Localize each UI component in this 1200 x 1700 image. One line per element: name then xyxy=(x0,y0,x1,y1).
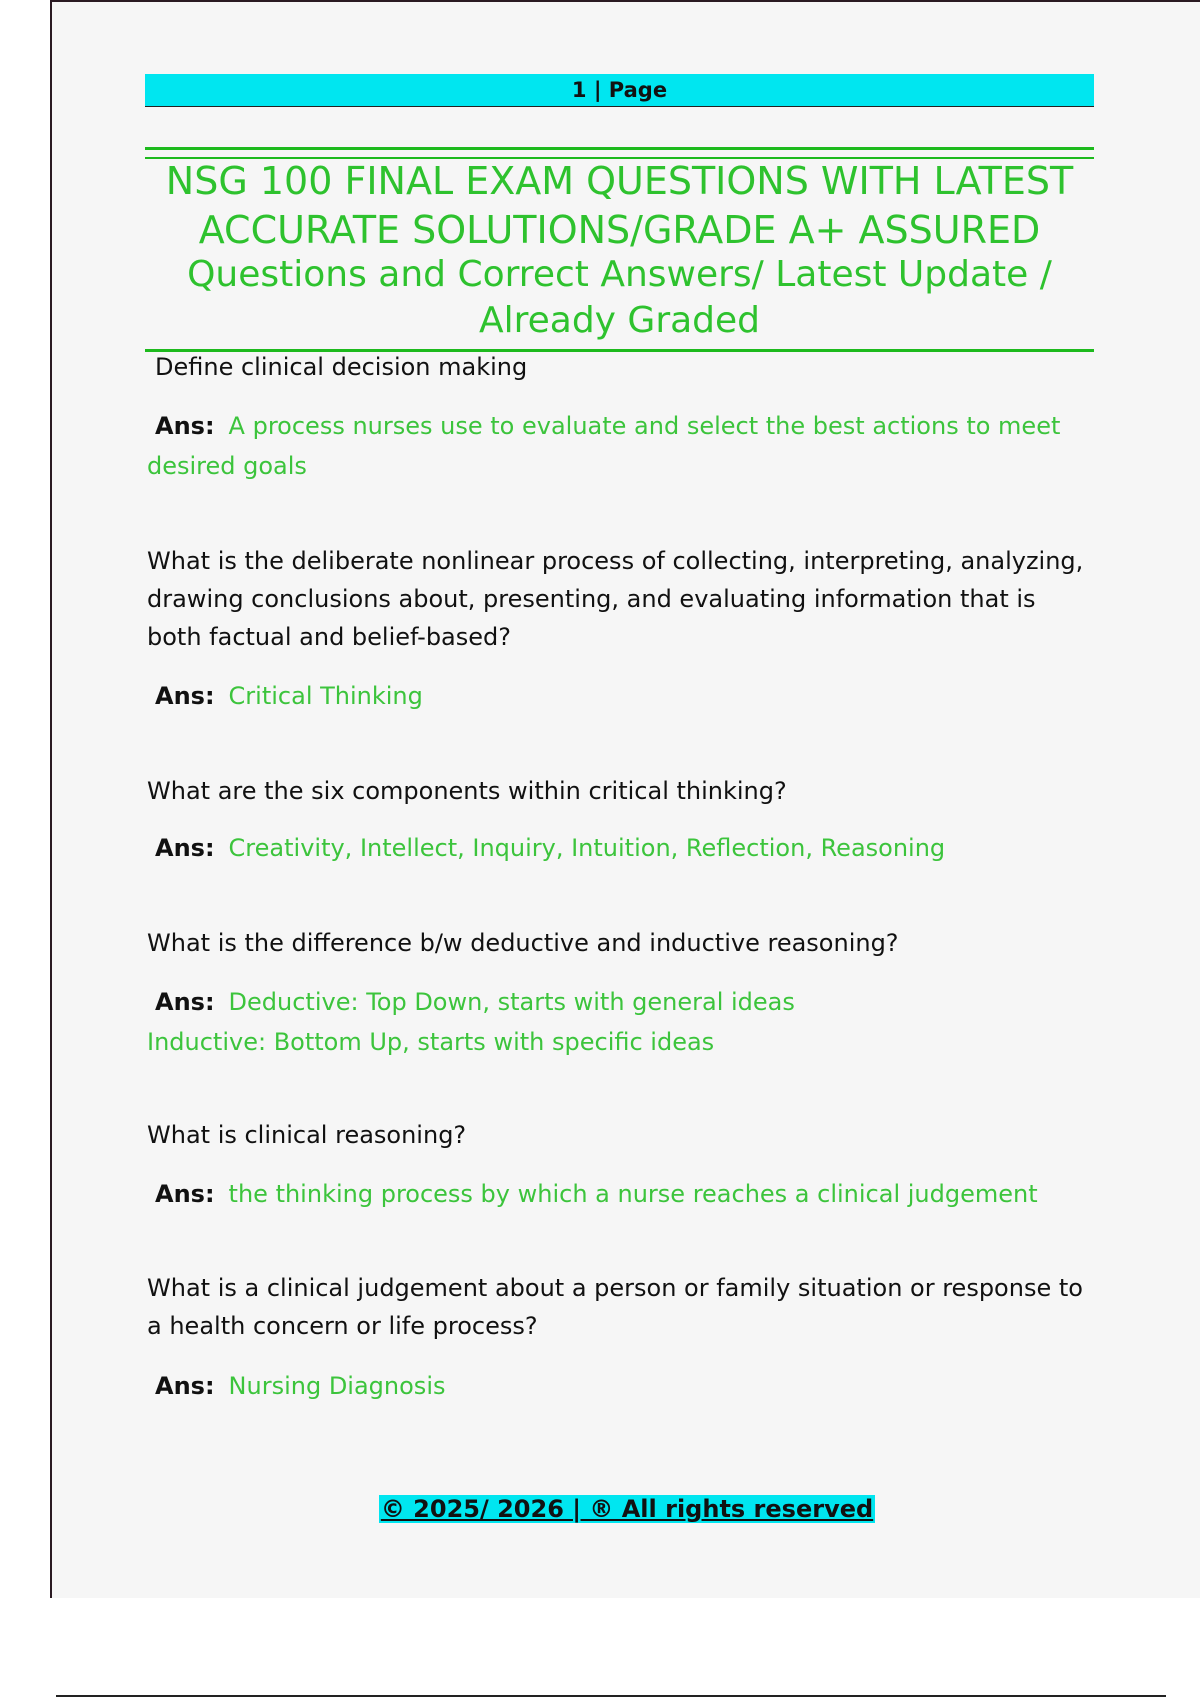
question-text: What are the six components within critical thinking? xyxy=(147,777,787,805)
ans-label: Ans: xyxy=(155,834,215,862)
document-subtitle xyxy=(145,252,1094,344)
answer-value: A process nurses use to evaluate and select the best actions to meet xyxy=(228,412,1061,440)
document-title xyxy=(145,157,1094,255)
ans-label: Ans: xyxy=(155,682,215,710)
document-page xyxy=(50,0,1200,1598)
answer-text xyxy=(147,828,1097,868)
title-line-2: ACCURATE SOLUTIONS/GRADE A+ ASSURED xyxy=(198,208,1041,252)
copyright-notice: © 2025/ 2026 | ® All rights reserved xyxy=(380,1495,874,1523)
answer-continuation: desired goals xyxy=(147,452,307,480)
answer-block-3 xyxy=(147,828,1097,868)
answer-value: Deductive: Top Down, starts with general ideas xyxy=(228,988,795,1016)
answer-text xyxy=(147,676,1097,716)
answer-value: Nursing Diagnosis xyxy=(228,1372,446,1400)
qa-item-1 xyxy=(155,348,1105,386)
page-number: 1 | Page xyxy=(571,78,668,102)
ans-label: Ans: xyxy=(155,1372,215,1400)
question-text: What is the deliberate nonlinear process of collecting, interpreting, analyzing, drawing conclusions about, presenting, and evaluating information that is both factual and belief-based? xyxy=(147,547,1084,651)
bottom-rule xyxy=(56,1695,1166,1697)
answer-value: Creativity, Intellect, Inquiry, Intuition, Reflection, Reasoning xyxy=(228,834,946,862)
qa-item-6 xyxy=(147,1269,1097,1345)
page-header xyxy=(145,74,1094,107)
ans-label: Ans: xyxy=(155,412,215,440)
qa-item-3 xyxy=(147,772,1097,810)
answer-block-1 xyxy=(147,406,1097,486)
answer-text xyxy=(147,1174,1097,1214)
answer-block-2 xyxy=(147,676,1097,716)
qa-item-2 xyxy=(147,542,1097,656)
page-footer xyxy=(52,1492,1200,1526)
answer-text xyxy=(147,406,1097,486)
title-line-1: NSG 100 FINAL EXAM QUESTIONS WITH LATEST xyxy=(165,159,1074,203)
answer-value: the thinking process by which a nurse reaches a clinical judgement xyxy=(228,1180,1038,1208)
subtitle-line-1: Questions and Correct Answers/ Latest Update / xyxy=(187,254,1052,295)
qa-item-5 xyxy=(147,1116,1097,1154)
question-text: What is clinical reasoning? xyxy=(147,1121,467,1149)
answer-block-6 xyxy=(147,1366,1097,1406)
answer-block-5 xyxy=(147,1174,1097,1214)
answer-block-4 xyxy=(147,982,1097,1062)
ans-label: Ans: xyxy=(155,988,215,1016)
qa-item-4 xyxy=(147,924,1097,962)
answer-text xyxy=(147,1366,1097,1406)
question-text: What is the difference b/w deductive and inductive reasoning? xyxy=(147,929,899,957)
answer-continuation: Inductive: Bottom Up, starts with specific ideas xyxy=(147,1028,715,1056)
answer-value: Critical Thinking xyxy=(228,682,423,710)
answer-text xyxy=(147,982,1097,1062)
ans-label: Ans: xyxy=(155,1180,215,1208)
question-text: Define clinical decision making xyxy=(155,353,528,381)
question-text: What is a clinical judgement about a person or family situation or response to a health concern or life process? xyxy=(147,1274,1083,1340)
subtitle-line-2: Already Graded xyxy=(478,300,761,341)
